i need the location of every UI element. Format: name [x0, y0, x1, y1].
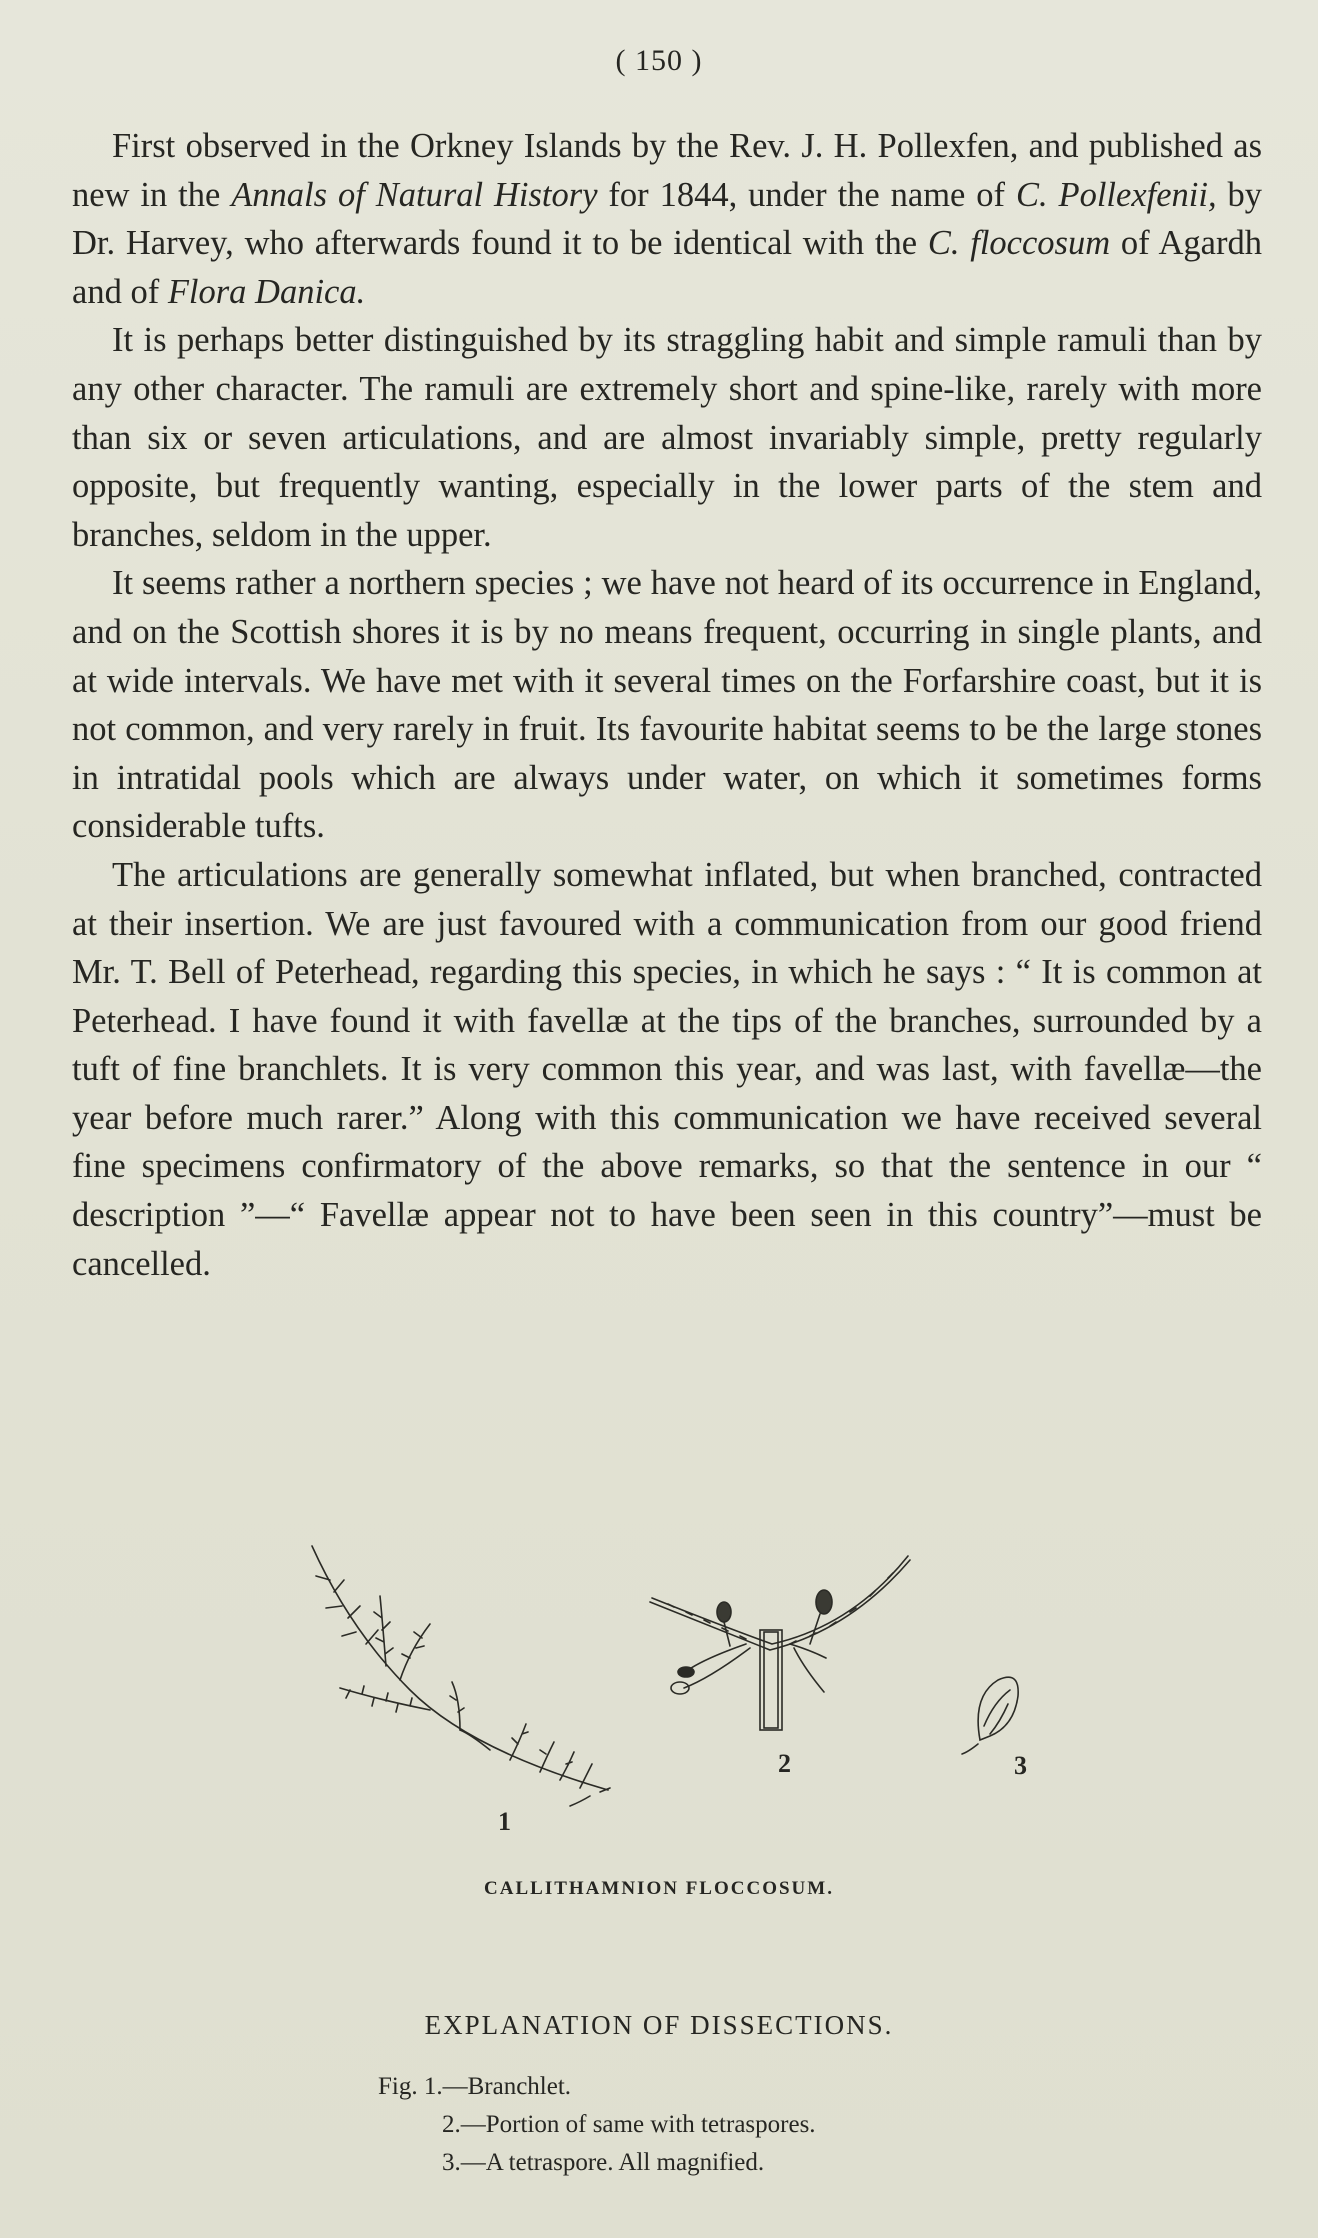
specimen-illustration: [290, 1540, 1050, 1840]
paragraph-4: [72, 851, 1262, 1288]
text-run: of Agardh and of: [72, 224, 1262, 311]
figure-label-2: 2: [778, 1749, 791, 1778]
italic-run: Annals of Natural History: [231, 175, 598, 214]
italic-run: C. floccosum: [927, 224, 1111, 263]
explanation-item-2: 2.—Portion of same with tetraspores.: [442, 2111, 816, 2138]
text-run: First observed in the Orkney Islands by the Rev. J. H. Pollexfen, and published as new in the: [72, 127, 1262, 214]
text-run: It seems rather a northern species ; we have not heard of its occurrence in England, and on the Scottish shores it is by no means frequent, occurring in single plants, and at wide intervals. We have met with it several times on the Forfarshire coast, but it is not common, and very rarely in fruit. Its favourite habitat seems to be the large stones in intratidal pools which are always under water, on which it sometimes forms considerable tufts.: [72, 564, 1262, 846]
text-run: The articulations are generally somewhat inflated, but when branched, contracted at their insertion. We are just favoured with a communication from our good friend Mr. T. Bell of Peterhead, regarding this species, in which he says : “ It is common at Peterhead. I have found it with favellæ at the tips of the branches, surrounded by a tuft of fine branchlets. It is very common this year, and was last, with favellæ—the year before much rarer.” Along with this communication we have received several fine specimens confirmatory of the above remarks, so that the sentence in our “ description ”—“ Favellæ appear not to have been seen in this country”—must be cancelled.: [72, 855, 1262, 1283]
paragraph-3: [72, 559, 1262, 851]
tetraspore-portion-drawing: [650, 1556, 910, 1730]
italic-run: Flora Danica.: [167, 272, 366, 311]
explanation-item-3: 3.—A tetraspore. All magnified.: [442, 2149, 765, 2176]
tetraspore-drawing: [962, 1677, 1018, 1754]
text-run: by Dr. Harvey, who afterwards found it to be identical with the: [72, 175, 1262, 263]
explanation-list: [378, 2068, 816, 2182]
paragraph-2: [72, 316, 1262, 559]
italic-run: C. Pollexfenii,: [1015, 175, 1217, 214]
page-number: ( 150 ): [615, 44, 703, 77]
explanation-title: EXPLANATION OF DISSECTIONS.: [424, 2010, 894, 2040]
figure-caption: CALLITHAMNION FLOCCOSUM.: [484, 1878, 834, 1899]
paragraph-1: [72, 122, 1262, 316]
figure-callithamnion: [290, 1540, 1050, 1840]
branchlet-drawing: [312, 1546, 610, 1806]
text-run: for 1844, under the name of: [597, 175, 1016, 214]
explanation-item-1: Fig. 1.—Branchlet.: [378, 2073, 572, 2100]
figure-label-3: 3: [1014, 1751, 1027, 1780]
figure-label-1: 1: [498, 1807, 511, 1836]
body-text: [72, 122, 1262, 1288]
text-run: It is perhaps better distinguished by its straggling habit and simple ramuli than by any other character. The ramuli are extremely short and spine-like, rarely with more than six or seven articulations, and are almost invariably simple, pretty regularly opposite, but frequently wanting, especially in the lower parts of the stem and branches, seldom in the upper.: [72, 321, 1262, 554]
